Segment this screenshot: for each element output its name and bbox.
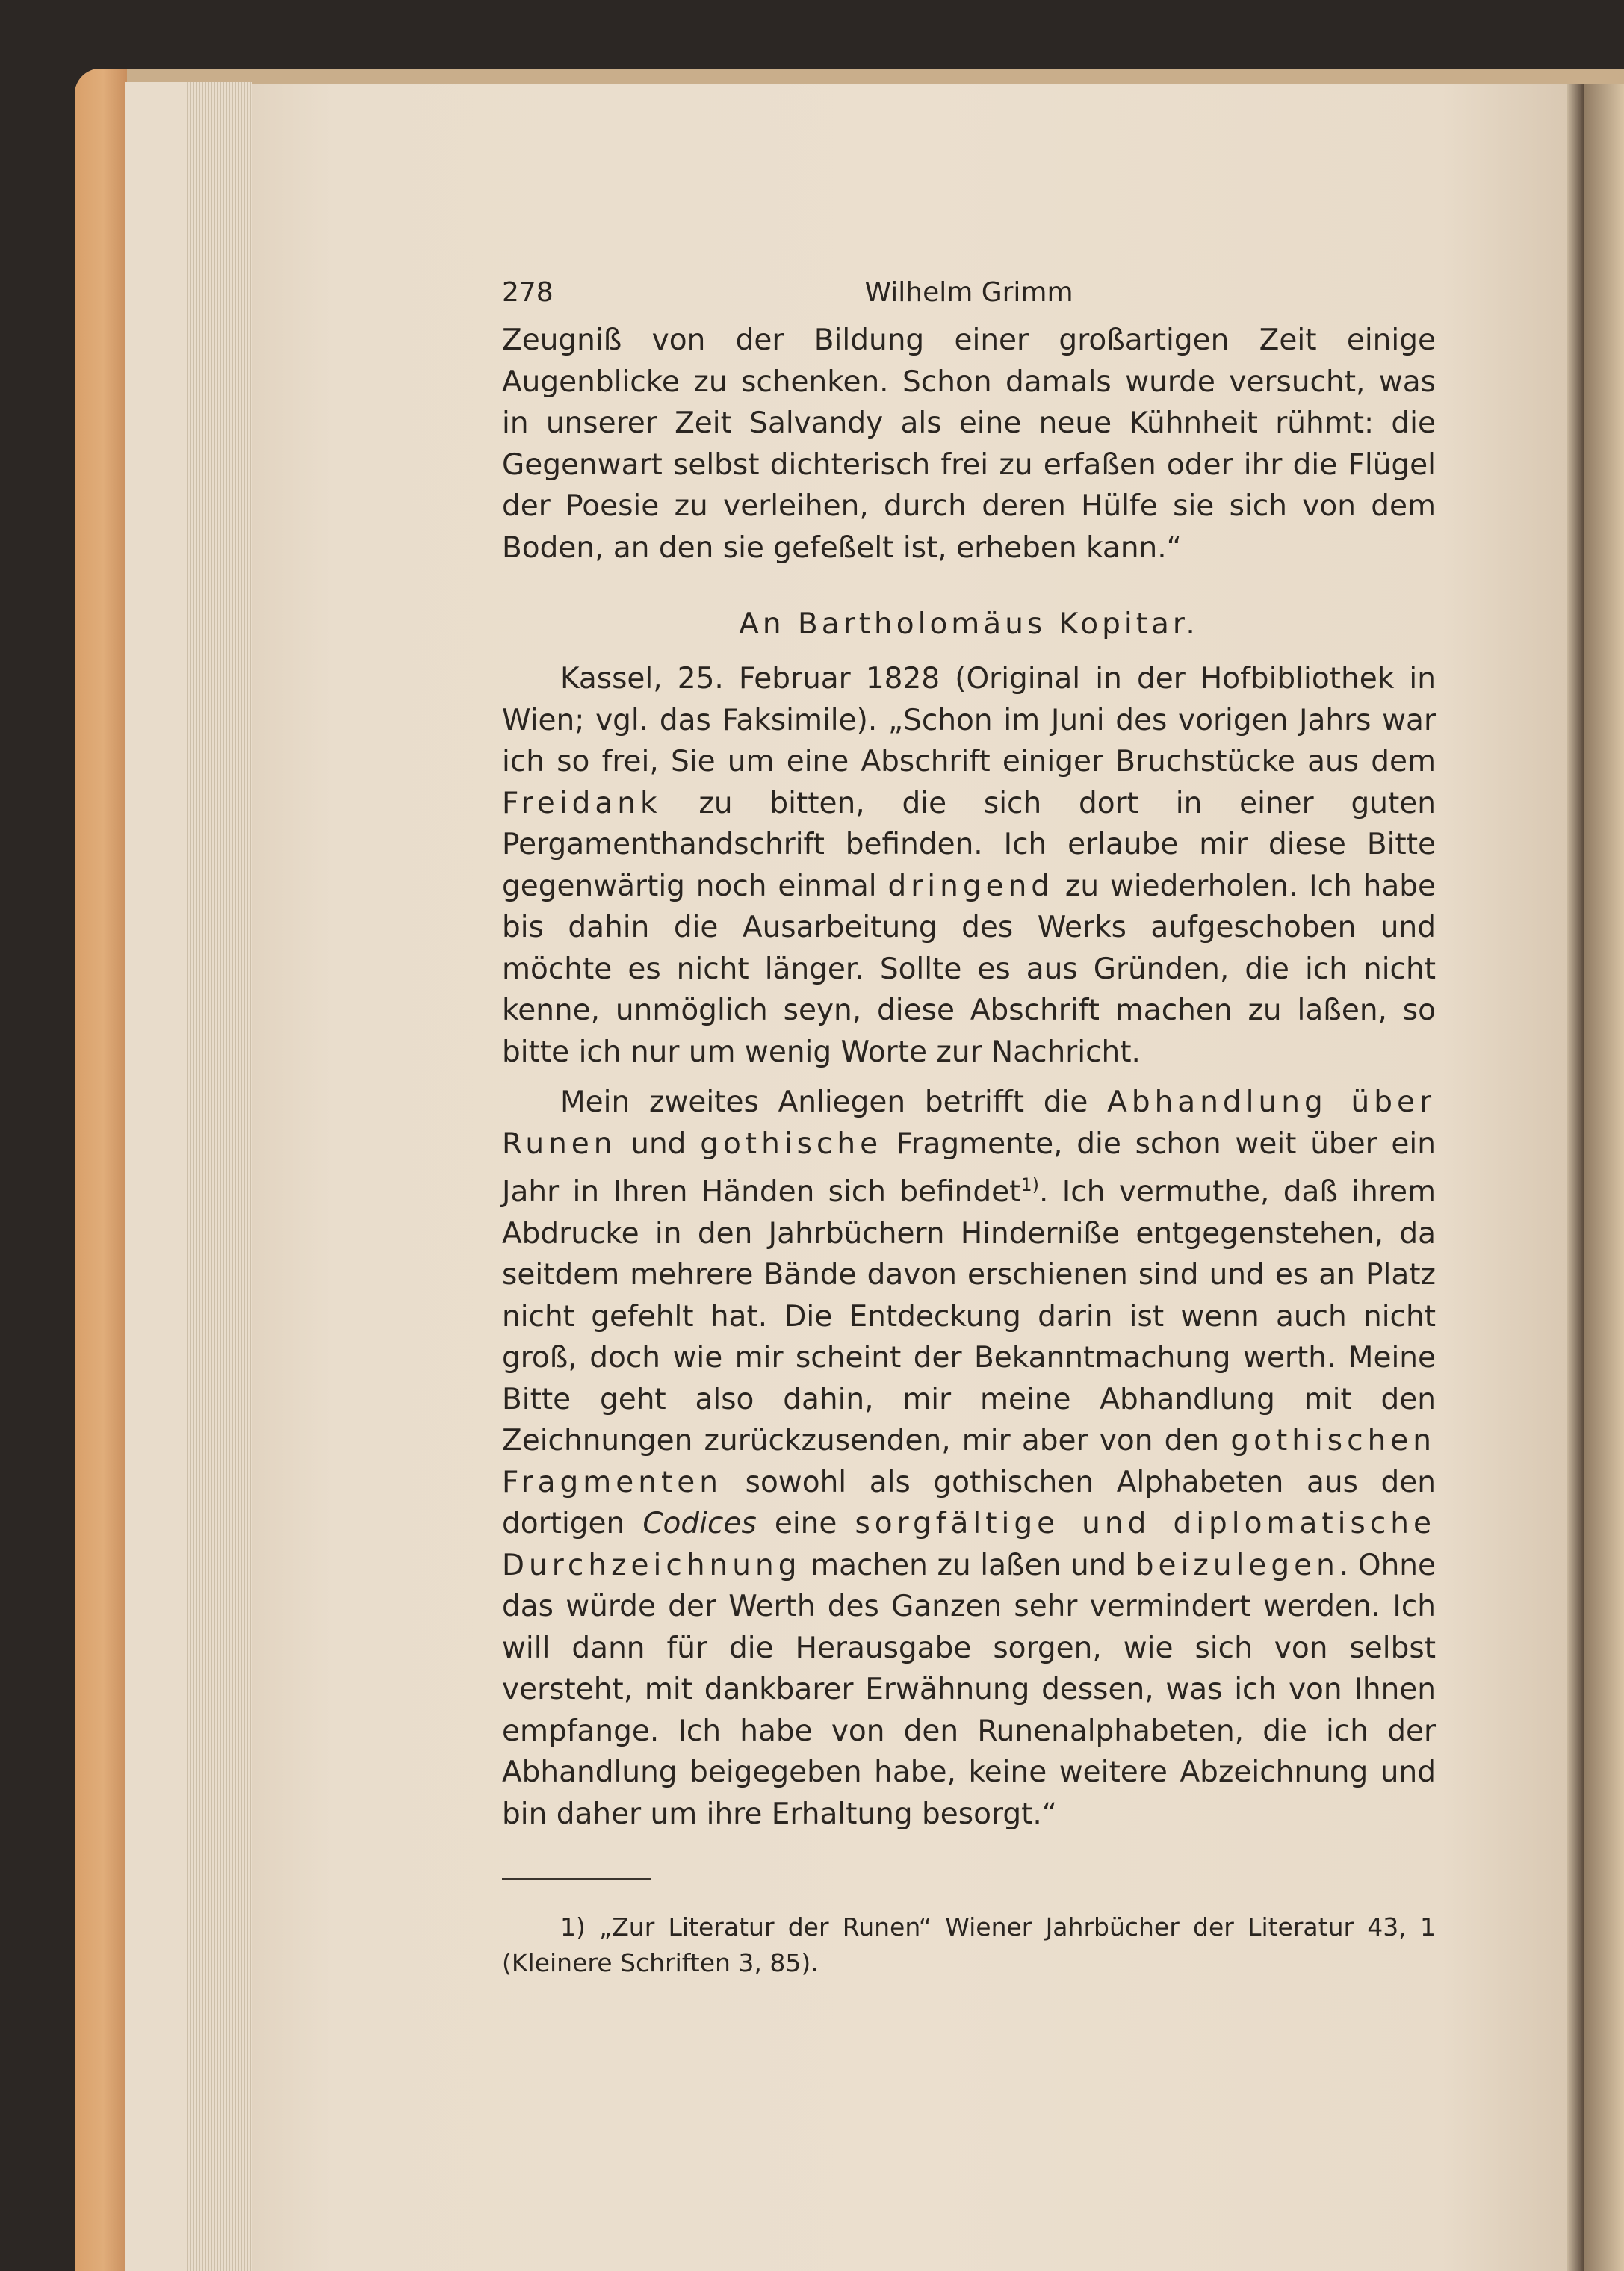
- footnote-divider: [502, 1878, 651, 1880]
- text-run: Kassel, 25. Februar 1828 (Original in der Hofbibliothek in Wien; vgl. das Faksimile). „Schon im Juni des vorigen Jahrs war ich so frei, Sie um eine Abschrift einiger Bruchstücke aus dem: [502, 662, 1436, 778]
- text-block: [502, 270, 1436, 1981]
- footnote: 1) „Zur Literatur der Runen“ Wiener Jahrbücher der Literatur 43, 1 (Kleinere Schriften 3, 85).: [502, 1912, 1436, 1977]
- continuation-paragraph: Zeugniß von der Bildung einer großartigen Zeit einige Augenblicke zu schenken. Schon damals wurde versucht, was in unserer Zeit Salvandy als eine neue Kühnheit rühmt: die Gegenwart selbst dichterisch frei zu erfaßen oder ihr die Flügel der Poesie zu verleihen, durch deren Hülfe sie sich von dem Boden, an den sie gefeßelt ist, erheben kann.“: [502, 323, 1436, 565]
- text-run: zu bitten, die sich dort in einer guten Pergamenthandschrift befinden. Ich erlaube mir diese Bitte gegenwärtig noch einmal: [502, 786, 1436, 903]
- spaced-emphasis: Freidank: [502, 786, 662, 820]
- spaced-emphasis: dringend: [887, 869, 1055, 903]
- facing-page-edge: [1584, 84, 1624, 2271]
- text-run: machen zu laßen und: [801, 1548, 1135, 1582]
- text-run: zu wiederholen. Ich habe bis dahin die Ausarbeitung des Werks aufgeschoben und möchte es nicht länger. Sollte es aus Gründen, die ich nicht kenne, unmöglich seyn, diese Abschrift machen zu laßen, so bitte ich nur um wenig Worte zur Nachricht.: [502, 869, 1437, 1069]
- text-run: . Ich vermuthe, daß ihrem Abdrucke in den Jahrbüchern Hinderniße entgegenstehen, da seitdem mehrere Bände davon erschienen sind und es an Platz nicht gefehlt hat. Die Entdeckung darin ist wenn auch nicht groß, doch wie mir scheint der Bekanntmachung werth. Meine Bitte geht also dahin, mir meine Abhandlung mit den Zeichnungen zurückzusenden, mir aber von den: [502, 1175, 1436, 1457]
- page-header: [502, 270, 1436, 315]
- gutter-shadow: [1567, 84, 1584, 2271]
- page-edges-stack: [125, 82, 252, 2271]
- spaced-emphasis: beizulegen: [1135, 1548, 1339, 1582]
- spaced-emphasis: gothischen Fragmenten: [502, 1424, 1436, 1499]
- spaced-emphasis: sorgfältige und diplomatische Durchzeichnung: [502, 1507, 1436, 1582]
- text-run: Mein zweites Anliegen betrifft die: [560, 1085, 1108, 1119]
- spaced-emphasis: Abhandlung über Runen: [502, 1085, 1437, 1161]
- letter-paragraph-1: [502, 658, 1436, 1073]
- footnote-reference: 1): [1020, 1174, 1040, 1195]
- spaced-emphasis: gothische: [700, 1127, 883, 1161]
- text-run: sowohl als gothischen Alphabeten aus den dortigen: [502, 1465, 1436, 1540]
- text-run: . Ohne das würde der Werth des Ganzen sehr vermindert werden. Ich will dann für die Herausgabe sorgen, wie sich von selbst versteht, mit dankbarer Erwähnung dessen, was ich von Ihnen empfange. Ich habe von den Runenalphabeten, die ich der Abhandlung beigegeben habe, keine weitere Abzeichnung und bin daher um ihre Erhaltung besorgt.“: [502, 1548, 1437, 1831]
- book-cover-edge: [75, 69, 127, 2271]
- italic-word: Codices: [642, 1507, 757, 1540]
- text-run: eine: [756, 1507, 855, 1540]
- running-head: Wilhelm Grimm: [864, 277, 1073, 308]
- text-run: Fragmente, die schon weit über ein Jahr in Ihren Händen sich befindet: [502, 1127, 1436, 1209]
- page-number: 278: [502, 277, 554, 308]
- section-heading: An Bartholomäus Kopitar.: [739, 607, 1199, 641]
- text-run: und: [616, 1127, 701, 1161]
- letter-paragraph-2: [502, 1082, 1436, 1835]
